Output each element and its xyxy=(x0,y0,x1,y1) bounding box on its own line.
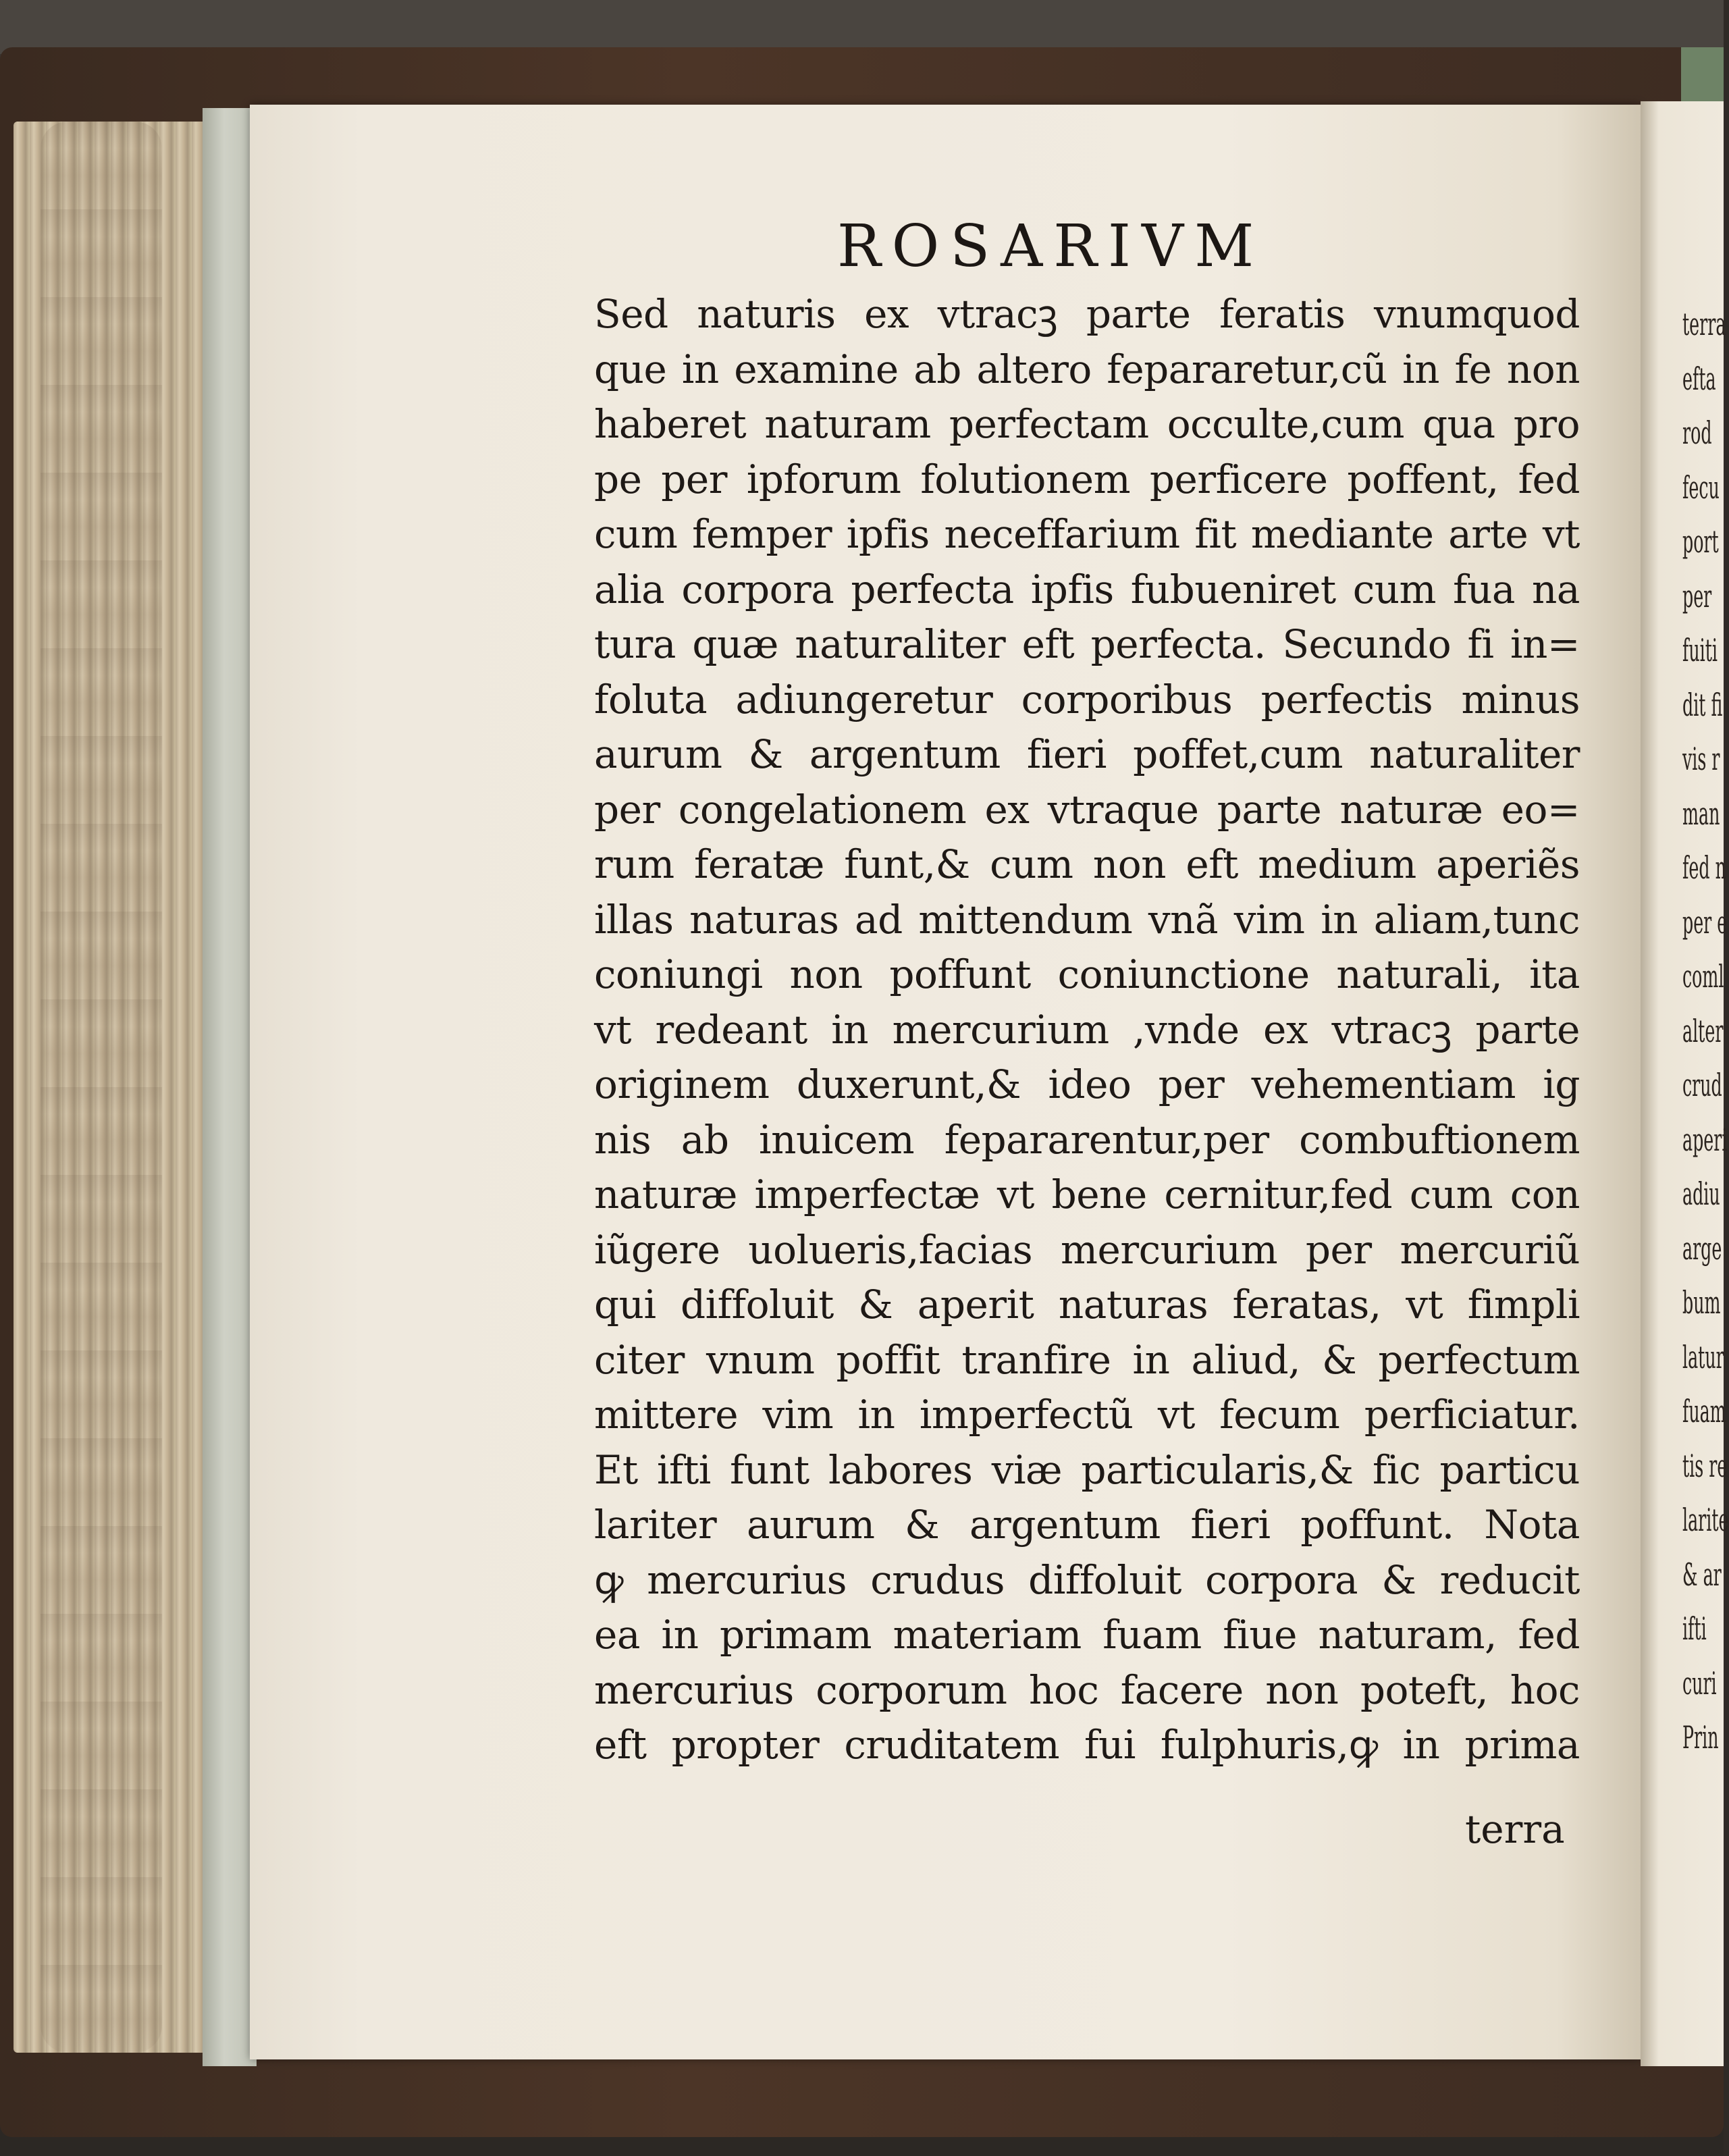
facing-line: fuiti xyxy=(1682,632,1718,668)
body-line: originem duxerunt,& ideo per vehementiam ig xyxy=(594,1061,1580,1107)
facing-line: crud xyxy=(1682,1067,1722,1103)
body-line: cum femper ipfis neceffarium fit mediante arte vt xyxy=(594,511,1580,557)
body-line: mittere vim in imperfectũ vt fecum perficiatur. xyxy=(594,1392,1580,1438)
body-line: vt redeant in mercurium ,vnde ex vtracꝫ parte xyxy=(594,1006,1580,1053)
running-head: ROSARIVM xyxy=(837,213,1265,280)
backdrop xyxy=(0,0,1724,54)
facing-line: terra xyxy=(1682,306,1726,342)
body-line: citer vnum poffit tranfire in aliud, & perfectum xyxy=(594,1336,1580,1383)
body-line: Sed naturis ex vtracꝫ parte feratis vnumquod xyxy=(594,291,1580,337)
page-stack-edge xyxy=(203,108,257,2066)
facing-line: fuam xyxy=(1682,1393,1726,1429)
body-line: alia corpora perfecta ipfis fubueniret cum fua na xyxy=(594,566,1580,612)
facing-line: tis re xyxy=(1682,1447,1728,1484)
body-line: qui diffoluit & aperit naturas feratas, vt fimpli xyxy=(594,1282,1580,1327)
body-line: tura quæ naturaliter eft perfecta. Secundo fi in= xyxy=(594,621,1580,667)
body-line: per congelationem ex vtraque parte naturæ eo= xyxy=(594,786,1580,833)
facing-line: port xyxy=(1682,523,1719,560)
facing-line: adiu xyxy=(1682,1176,1720,1212)
facing-line: efta xyxy=(1682,360,1716,397)
facing-line: per e xyxy=(1682,903,1728,941)
facing-line: ifti xyxy=(1682,1610,1707,1647)
body-line: eft propter cruditatem fui fulphuris,ꝙ in prima xyxy=(594,1722,1580,1768)
body-line: coniungi non poffunt coniunctione naturali, ita xyxy=(594,951,1580,997)
body-line: pe per ipforum folutionem perficere poffent, fed xyxy=(594,456,1580,502)
facing-line: man xyxy=(1682,795,1720,832)
body-line: naturæ imperfectæ vt bene cernitur,fed cum con xyxy=(594,1172,1580,1217)
body-line: Et ifti funt labores viæ particularis,& fic particu xyxy=(594,1446,1580,1493)
facing-line: curi xyxy=(1682,1664,1717,1702)
body-line: ꝙ mercurius crudus diffoluit corpora & reducit xyxy=(594,1556,1580,1603)
facing-line: aperi xyxy=(1682,1121,1728,1158)
body-line: mercurius corporum hoc facere non poteft, hoc xyxy=(594,1666,1580,1713)
body-line: que in examine ab altero fepararetur,cũ in fe non xyxy=(594,346,1580,392)
body-line: ea in primam materiam fuam fiue naturam, fed xyxy=(594,1612,1580,1658)
facing-line: vis r xyxy=(1682,741,1720,777)
facing-line: latur xyxy=(1682,1338,1724,1375)
facing-line: bum xyxy=(1682,1284,1721,1321)
body-line: lariter aurum & argentum fieri poffunt. Nota xyxy=(594,1502,1580,1548)
body-line: rum feratæ funt,& cum non eft medium aperiẽs xyxy=(594,841,1580,887)
facing-line: & ar xyxy=(1682,1556,1722,1593)
facing-page-text xyxy=(1682,297,1729,1765)
facing-line: dit fi xyxy=(1682,686,1723,723)
facing-line: fed n xyxy=(1682,849,1726,886)
body-line: haberet naturam perfectam occulte,cum qua pro xyxy=(594,401,1580,447)
body-line: nis ab inuicem fepararentur,per combuftionem xyxy=(594,1116,1580,1163)
facing-line: fecu xyxy=(1682,469,1720,506)
facing-line: alter xyxy=(1682,1012,1724,1049)
facing-line: arge xyxy=(1682,1230,1722,1267)
facing-line: larite xyxy=(1682,1502,1729,1538)
body-line: illas naturas ad mittendum vnã vim in aliam,tunc xyxy=(594,896,1580,943)
body-line: iũgere uolueris,facias mercurium per mercuriũ xyxy=(594,1226,1580,1273)
facing-line: rod xyxy=(1682,415,1712,451)
catchword: terra xyxy=(1465,1806,1565,1852)
page-block-fore-edge xyxy=(14,122,216,2053)
body-line: aurum & argentum fieri poffet,cum naturaliter xyxy=(594,731,1580,777)
body-line: foluta adiungeretur corporibus perfectis minus xyxy=(594,676,1580,722)
body-text xyxy=(594,287,1580,1773)
facing-line: Prin xyxy=(1682,1719,1719,1756)
facing-line: per xyxy=(1682,577,1712,614)
facing-line: coml xyxy=(1682,958,1724,995)
